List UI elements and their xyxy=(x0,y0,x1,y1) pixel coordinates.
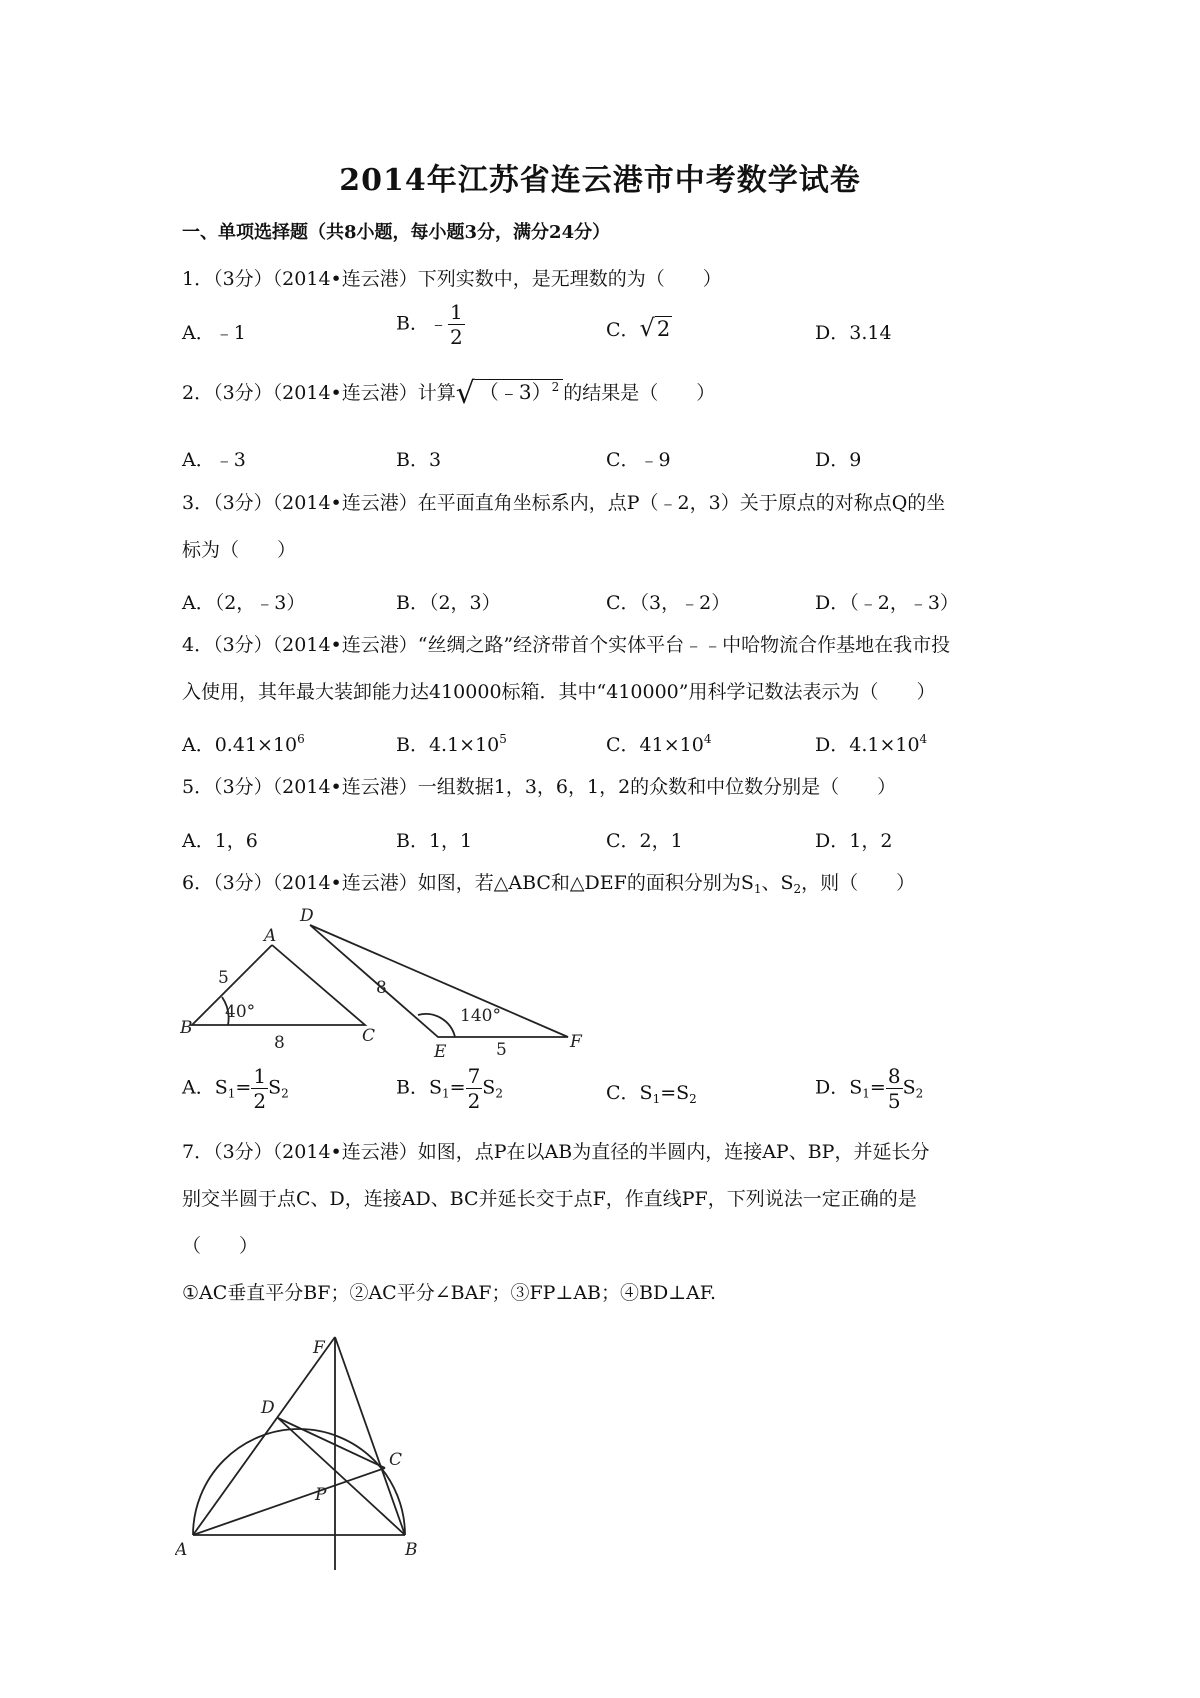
q1-option-a: A．﹣1 xyxy=(182,322,246,344)
s-sub-1: 1 xyxy=(862,1086,870,1101)
q6-option-c xyxy=(606,1078,697,1105)
page-title: 2014年江苏省连云港市中考数学试卷 xyxy=(339,163,861,198)
fraction-denominator: 2 xyxy=(253,1089,267,1113)
q2-exponent: 2 xyxy=(551,380,560,394)
s-sub: 1 xyxy=(652,1092,661,1106)
q2-stem-prefix: 2．（3分）（2014•连云港）计算 xyxy=(182,382,456,404)
q2-radicand-value: （﹣3） xyxy=(478,380,552,404)
q2-option-d: D．9 xyxy=(815,449,862,471)
q6-option-b-fraction xyxy=(466,1066,483,1111)
label-p: P xyxy=(315,1485,327,1505)
label-e: E xyxy=(434,1042,447,1060)
q1-option-d: D．3.14 xyxy=(815,322,892,344)
angle-e-label: 140° xyxy=(460,1006,501,1026)
label-f: F xyxy=(313,1338,325,1358)
s-sub-2: 2 xyxy=(495,1086,503,1101)
q6-sub-2: 2 xyxy=(793,882,802,896)
q5-option-b: B．1，1 xyxy=(396,830,473,852)
q5-option-a: A．1，6 xyxy=(182,830,258,852)
q6-option-a-letter: A． xyxy=(182,1076,215,1099)
q3-option-a: A．（2，﹣3） xyxy=(182,592,306,614)
s-sub-1: 1 xyxy=(227,1086,236,1101)
line-ac xyxy=(193,1468,385,1535)
side-bc-length: 8 xyxy=(274,1033,285,1053)
q6-option-a-fraction xyxy=(251,1066,268,1111)
equals-sign: = xyxy=(449,1076,466,1099)
line-bf xyxy=(335,1337,405,1535)
q6-option-d-letter: D． xyxy=(815,1076,850,1099)
label-f: F xyxy=(570,1032,582,1052)
question-3-line-1: 3．（3分）（2014•连云港）在平面直角坐标系内，点P（﹣2，3）关于原点的对称点Q的坐 xyxy=(182,492,946,514)
equals-sign: = xyxy=(869,1076,886,1099)
question-4-line-2: 入使用，其年最大装卸能力达410000标箱．其中“410000”用科学记数法表示为（ ） xyxy=(182,681,936,703)
q1-option-b xyxy=(396,302,465,347)
q6-option-d xyxy=(815,1066,923,1111)
q6-option-b-letter: B． xyxy=(396,1076,429,1099)
q6-stem-mid: 、S xyxy=(761,872,794,894)
q6-option-c-letter: C． xyxy=(606,1082,640,1104)
fraction-denominator: 5 xyxy=(887,1089,901,1113)
fraction-denominator: 2 xyxy=(467,1089,481,1113)
s-symbol: S xyxy=(849,1076,863,1099)
q2-radicand xyxy=(475,379,563,404)
section-heading: 一、单项选择题（共8小题，每小题3分，满分24分） xyxy=(182,222,611,243)
q4-option-c-exp: 4 xyxy=(703,732,712,746)
fraction-denominator: 2 xyxy=(449,325,463,349)
line-af xyxy=(193,1337,335,1535)
question-7-line-1: 7．（3分）（2014•连云港）如图，点P在以AB为直径的半圆内，连接AP、BP，并延长分 xyxy=(182,1141,930,1163)
q4-option-b-base: B．4.1×10 xyxy=(396,734,500,756)
label-a: A xyxy=(264,926,277,946)
q7-semicircle-figure xyxy=(175,1325,445,1575)
sqrt-sign-icon: √ xyxy=(639,314,655,342)
line-dc xyxy=(278,1418,385,1468)
s-sub: 2 xyxy=(689,1092,697,1106)
q6-stem-suffix: ，则（ ） xyxy=(801,872,916,894)
equals-sign: = xyxy=(235,1076,252,1099)
question-7-line-2: 别交半圆于点C、D，连接AD、BC并延长交于点F，作直线PF，下列说法一定正确的是 xyxy=(182,1188,917,1210)
s-sub-2: 2 xyxy=(915,1086,924,1101)
question-7-statements: ①AC垂直平分BF；②AC平分∠BAF；③FP⊥AB；④BD⊥AF. xyxy=(182,1282,717,1304)
q4-option-d-exp: 4 xyxy=(919,732,928,746)
q3-option-c: C．（3，﹣2） xyxy=(606,592,731,614)
s-sub-1: 1 xyxy=(442,1086,450,1101)
label-c: C xyxy=(362,1026,376,1046)
side-ef-length: 5 xyxy=(496,1040,507,1060)
s-symbol: S xyxy=(482,1076,496,1099)
s-symbol: S xyxy=(428,1076,442,1099)
q1-option-c-prefix: C． xyxy=(606,319,640,341)
fraction-numerator: 8 xyxy=(887,1064,901,1088)
label-d: D xyxy=(261,1398,275,1418)
q4-option-d-base: D．4.1×10 xyxy=(815,734,920,756)
q5-option-d: D．1，2 xyxy=(815,830,893,852)
q6-option-d-fraction xyxy=(886,1066,903,1111)
s-symbol: S xyxy=(268,1076,282,1099)
q4-option-a xyxy=(182,730,305,757)
question-6-stem xyxy=(182,860,1042,907)
label-c: C xyxy=(389,1450,403,1470)
label-b: B xyxy=(405,1540,418,1560)
s-symbol: S xyxy=(214,1076,228,1099)
q3-option-d: D．（﹣2，﹣3） xyxy=(815,592,959,614)
q4-option-d xyxy=(815,730,927,757)
q2-option-c: C．﹣9 xyxy=(606,449,671,471)
q2-option-a: A．﹣3 xyxy=(182,449,246,471)
question-3-line-2: 标为（ ） xyxy=(182,539,297,561)
q4-option-a-exp: 6 xyxy=(297,732,305,746)
angle-b-label: 40° xyxy=(225,1002,256,1022)
s-symbol: S xyxy=(902,1076,916,1099)
q1-fraction xyxy=(448,302,465,347)
q6-option-a xyxy=(182,1066,289,1111)
q5-option-c: C．2，1 xyxy=(606,830,683,852)
question-4-line-1: 4．（3分）（2014•连云港）“丝绸之路”经济带首个实体平台﹣﹣中哈物流合作基地在我市投 xyxy=(182,634,951,656)
fraction-numerator: 7 xyxy=(467,1064,481,1088)
q1-option-b-prefix: B．﹣ xyxy=(396,312,448,335)
side-ab-length: 5 xyxy=(218,968,229,988)
sqrt-sign-icon: √ xyxy=(455,376,475,411)
fraction-numerator: 1 xyxy=(253,1064,267,1088)
s-sub-2: 2 xyxy=(281,1086,289,1101)
label-a: A xyxy=(175,1540,188,1560)
label-d: D xyxy=(300,906,314,926)
line-bd xyxy=(278,1418,405,1535)
q6-triangles-figure xyxy=(180,905,600,1060)
q6-option-c-text: $S_1=S_2$ xyxy=(639,1082,697,1106)
label-b: B xyxy=(180,1018,193,1038)
q4-option-c xyxy=(606,730,711,757)
question-5-stem: 5．（3分）（2014•连云港）一组数据1，3，6，1，2的众数和中位数分别是（ ） xyxy=(182,776,897,798)
question-7-line-3: （ ） xyxy=(182,1235,259,1257)
q2-option-b: B．3 xyxy=(396,449,442,471)
fraction-numerator: 1 xyxy=(449,300,463,324)
question-1-stem: 1．（3分）（2014•连云港）下列实数中，是无理数的为（ ） xyxy=(182,268,722,290)
q4-option-b-exp: 5 xyxy=(499,732,507,746)
q1-radicand: 2 xyxy=(656,317,671,341)
q4-option-a-base: A．0.41×10 xyxy=(182,734,298,756)
triangle-def xyxy=(310,925,568,1037)
q2-stem-suffix: 的结果是（ ） xyxy=(563,382,716,404)
q6-sub-1: 1 xyxy=(753,882,762,896)
q4-option-c-base: C．41×10 xyxy=(606,734,704,756)
q6-stem-prefix: 6．（3分）（2014•连云港）如图，若△ABC和△DEF的面积分别为S xyxy=(182,872,754,894)
q3-option-b: B．（2，3） xyxy=(396,592,501,614)
side-de-length: 8 xyxy=(376,978,387,998)
q4-option-b xyxy=(396,730,507,757)
q1-option-c xyxy=(606,314,672,342)
q6-option-b xyxy=(396,1066,503,1111)
question-2-stem xyxy=(182,372,1042,414)
